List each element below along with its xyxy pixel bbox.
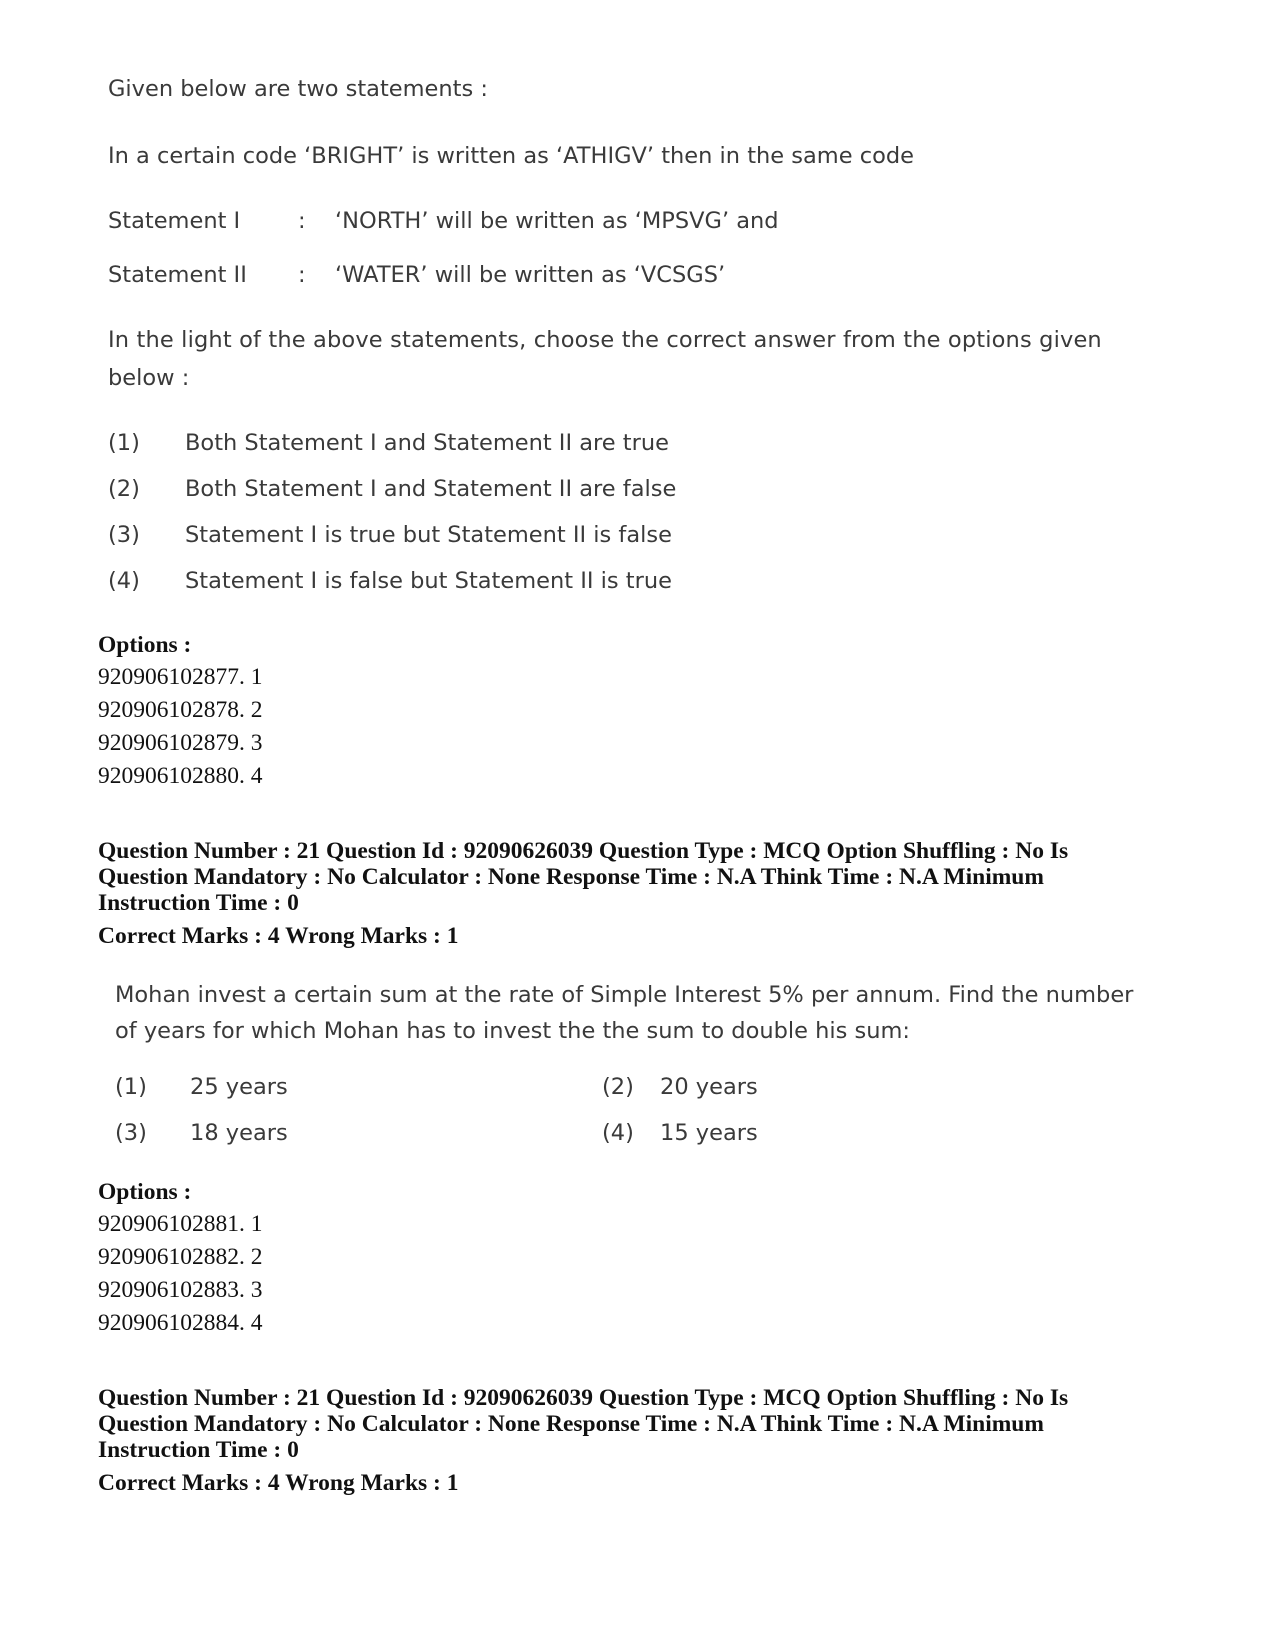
instruction-line-2: below :: [108, 365, 190, 391]
option-id-item: 920906102882. 2: [98, 1244, 263, 1270]
question-meta-line-3: Instruction Time : 0: [98, 1437, 299, 1463]
statement-2-text: ‘WATER’ will be written as ‘VCSGS’: [335, 262, 726, 288]
choice-4-number: (4): [602, 1120, 634, 1146]
instruction-line-1: In the light of the above statements, choose the correct answer from the options given: [108, 327, 1102, 353]
question-intro: Given below are two statements :: [108, 76, 488, 102]
choice-4-text: 15 years: [660, 1120, 758, 1146]
option-id-item: 920906102881. 1: [98, 1211, 263, 1237]
choice-2-text: 20 years: [660, 1074, 758, 1100]
option-id-item: 920906102877. 1: [98, 664, 263, 690]
question-meta-line-1: Question Number : 21 Question Id : 92090626039 Question Type : MCQ Option Shuffling : No Is: [98, 1385, 1069, 1411]
question-marks: Correct Marks : 4 Wrong Marks : 1: [98, 1470, 459, 1496]
option-id-item: 920906102883. 3: [98, 1277, 263, 1303]
question-meta-line-2: Question Mandatory : No Calculator : None Response Time : N.A Think Time : N.A Minimum: [98, 1411, 1044, 1437]
question-meta-line-2: Question Mandatory : No Calculator : None Response Time : N.A Think Time : N.A Minimum: [98, 864, 1044, 890]
choice-4-text: Statement I is false but Statement II is true: [185, 568, 672, 594]
statement-2-label: Statement II: [108, 262, 247, 288]
options-heading: Options :: [98, 632, 192, 658]
choice-3-number: (3): [108, 522, 140, 548]
option-id-item: 920906102879. 3: [98, 730, 263, 756]
option-id-item: 920906102878. 2: [98, 697, 263, 723]
question-text-line-1: Mohan invest a certain sum at the rate of Simple Interest 5% per annum. Find the number: [115, 982, 1134, 1008]
choice-2-text: Both Statement I and Statement II are false: [185, 476, 677, 502]
question-text-line-2: of years for which Mohan has to invest the the sum to double his sum:: [115, 1018, 911, 1044]
statement-2-sep: :: [298, 262, 306, 288]
choice-1-text: Both Statement I and Statement II are true: [185, 430, 669, 456]
question-meta-line-3: Instruction Time : 0: [98, 890, 299, 916]
choice-1-text: 25 years: [190, 1074, 288, 1100]
choice-2-number: (2): [602, 1074, 634, 1100]
question-meta-line-1: Question Number : 21 Question Id : 92090626039 Question Type : MCQ Option Shuffling : No Is: [98, 838, 1069, 864]
choice-3-number: (3): [115, 1120, 147, 1146]
option-id-item: 920906102880. 4: [98, 763, 263, 789]
statement-1-label: Statement I: [108, 208, 241, 234]
choice-3-text: 18 years: [190, 1120, 288, 1146]
choice-2-number: (2): [108, 476, 140, 502]
choice-3-text: Statement I is true but Statement II is false: [185, 522, 672, 548]
code-line: In a certain code ‘BRIGHT’ is written as ‘ATHIGV’ then in the same code: [108, 143, 914, 169]
question-image-2: [0, 960, 1275, 1200]
choice-1-number: (1): [115, 1074, 147, 1100]
question-image-1: [0, 0, 1275, 620]
options-heading: Options :: [98, 1179, 192, 1205]
question-marks: Correct Marks : 4 Wrong Marks : 1: [98, 923, 459, 949]
choice-1-number: (1): [108, 430, 140, 456]
option-id-item: 920906102884. 4: [98, 1310, 263, 1336]
statement-1-sep: :: [298, 208, 306, 234]
statement-1-text: ‘NORTH’ will be written as ‘MPSVG’ and: [335, 208, 779, 234]
choice-4-number: (4): [108, 568, 140, 594]
